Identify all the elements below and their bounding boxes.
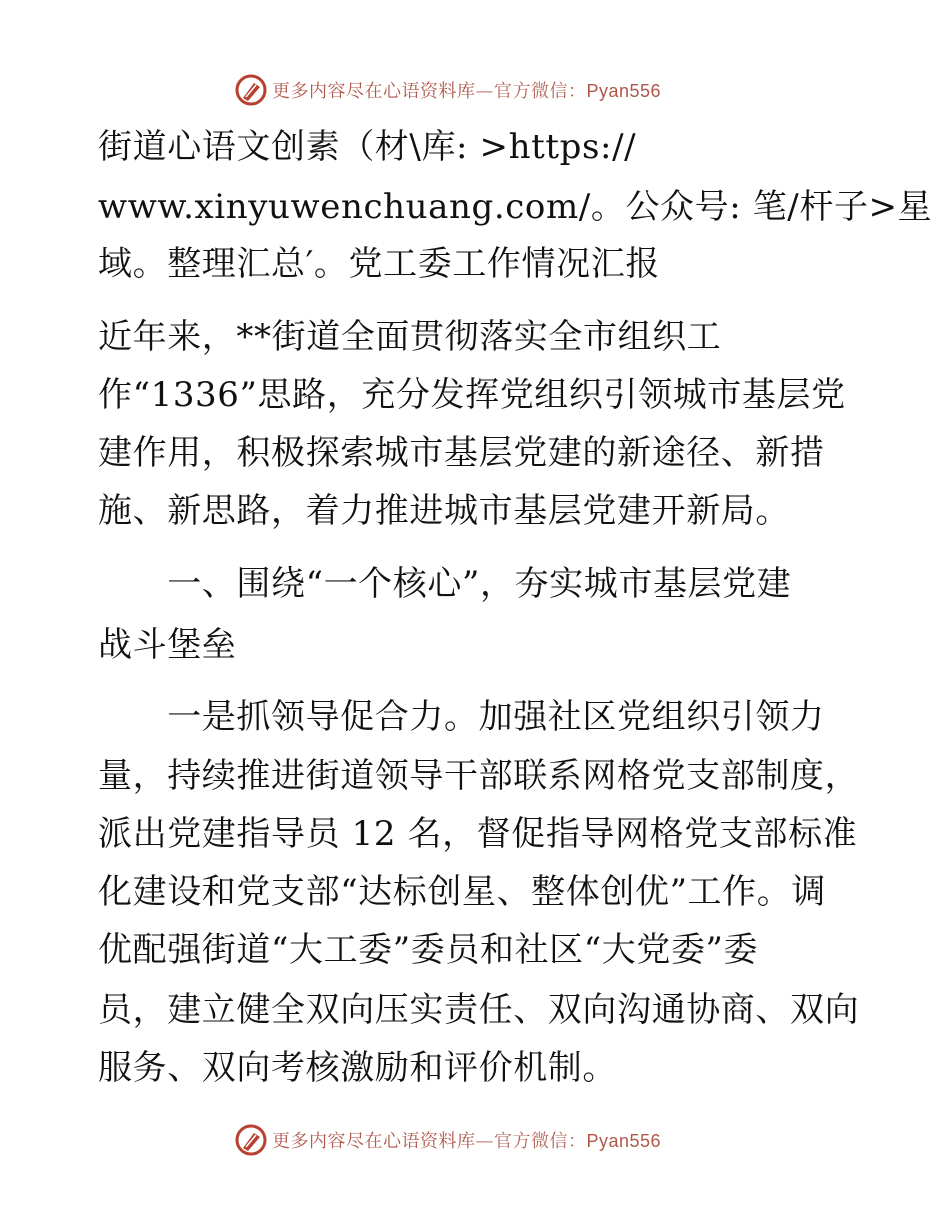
text-line: 近年来，**街道全面贯彻落实全市组织工 [98, 317, 722, 357]
banner-title: 更多内容尽在心语资料库 [272, 1131, 476, 1152]
banner-text [272, 1127, 661, 1153]
banner-dash: — [475, 1131, 494, 1152]
wechat-label: 官方微信： [494, 81, 587, 102]
text-line: 化建设和党支部“达标创星、整体创优”工作。调 [98, 872, 826, 912]
text-line: 一是抓领导促合力。加强社区党组织引领力 [98, 697, 825, 737]
banner-dash: — [475, 81, 494, 102]
text-line: 优配强街道“大工委”委员和社区“大党委”委 [98, 930, 759, 970]
wechat-id: Pyan556 [586, 1131, 662, 1151]
banner-title: 更多内容尽在心语资料库 [272, 81, 476, 102]
banner-text [272, 77, 661, 103]
pen-nib-logo-icon [234, 73, 268, 107]
text-line: 员，建立健全双向压实责任、双向沟通协商、双向 [98, 990, 860, 1030]
header-banner [234, 70, 734, 110]
footer-banner [234, 1120, 734, 1160]
text-line: 街道心语文创素（材\库: >https:// [98, 127, 637, 167]
text-line: 域。整理汇总′。党工委工作情况汇报 [98, 244, 660, 284]
text-line: www.xinyuwenchuang.com/。公众号: 笔/杆子>星 [98, 187, 933, 227]
text-line: 量，持续推进街道领导干部联系网格党支部制度， [98, 756, 860, 796]
wechat-label: 官方微信： [494, 1131, 587, 1152]
section-heading-line: 战斗堡垒 [98, 625, 237, 665]
section-heading-line: 一、围绕“一个核心”，夯实城市基层党建 [98, 564, 792, 604]
text-line: 作“1336”思路，充分发挥党组织引领城市基层党 [98, 375, 846, 415]
text-line: 施、新思路，着力推进城市基层党建开新局。 [98, 491, 790, 531]
wechat-id: Pyan556 [586, 81, 662, 101]
text-line: 服务、双向考核激励和评价机制。 [98, 1048, 617, 1088]
text-line: 派出党建指导员 12 名，督促指导网格党支部标准 [98, 814, 858, 854]
pen-nib-logo-icon [234, 1123, 268, 1157]
text-line: 建作用，积极探索城市基层党建的新途径、新措 [98, 433, 825, 473]
